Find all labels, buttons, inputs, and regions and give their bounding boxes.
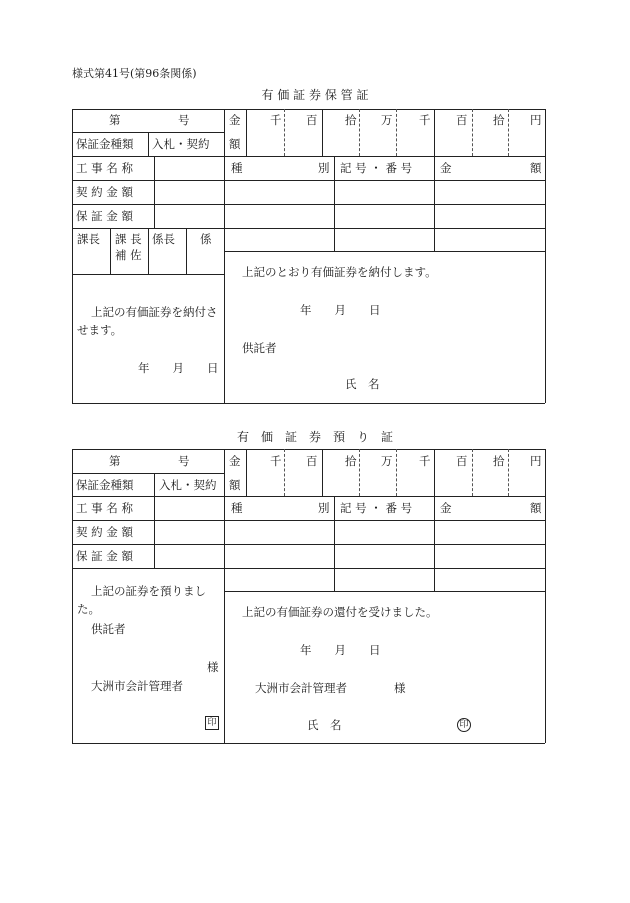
form2-digit: 百 <box>456 454 468 468</box>
form2-left-text: 上記の証券を預りまし <box>91 584 206 598</box>
form1-digit: 百 <box>306 113 318 127</box>
form1-left-date: 年 月 日 <box>138 361 219 375</box>
form1-divider <box>322 109 323 156</box>
form2-digit: 千 <box>419 454 431 468</box>
form2-line <box>72 544 545 545</box>
form2-divider <box>434 496 435 591</box>
form1-col-shu: 種 <box>231 161 243 175</box>
form1-line <box>72 228 545 229</box>
form2-border-right <box>545 449 546 743</box>
form1-digit: 万 <box>381 113 393 127</box>
seal-round-icon: 印 <box>457 718 471 732</box>
form2-digit: 円 <box>530 454 542 468</box>
form1-divider <box>434 109 435 156</box>
form1-divider <box>154 156 155 228</box>
form2-digit-sep <box>396 449 397 496</box>
form2-digit: 万 <box>381 454 393 468</box>
form1-divider <box>334 156 335 251</box>
form2-digit-sep <box>508 449 509 496</box>
form2-title: 有 価 証 券 預 り 証 <box>236 430 394 444</box>
form1-line <box>72 204 545 205</box>
form2-kin: 金 <box>229 454 241 468</box>
form1-digit-sep <box>508 109 509 156</box>
form2-divider <box>322 449 323 496</box>
form1-hoshokin-shurui: 保証金種類 <box>76 137 134 151</box>
form1-right-date: 年 月 日 <box>300 303 381 317</box>
form2-digit: 百 <box>306 454 318 468</box>
form2-digit-sep <box>284 449 285 496</box>
form1-approver-kacho-hosa: 補 佐 <box>115 248 142 262</box>
form2-hoshokin-shurui: 保証金種類 <box>76 478 134 492</box>
form2-line <box>224 591 545 592</box>
form-number: 様式第41号(第96条関係) <box>72 67 197 80</box>
form2-col-betsu: 別 <box>318 501 330 515</box>
form2-shimei: 氏 名 <box>307 718 342 732</box>
form2-divider <box>224 449 225 743</box>
form2-right-kanrisha: 大洲市会計管理者 <box>255 681 347 695</box>
form1-approver-kacho: 課長 <box>77 232 100 246</box>
form1-go: 号 <box>178 113 190 127</box>
form2-right-date: 年 月 日 <box>300 643 381 657</box>
form1-right-text: 上記のとおり有価証券を納付します。 <box>242 265 437 279</box>
form1-kin: 金 <box>229 113 241 127</box>
form2-col-kigo-bango: 記 号 ・ 番 号 <box>340 501 413 515</box>
form1-gaku: 額 <box>229 137 241 151</box>
form2-divider <box>246 449 247 496</box>
form1-divider <box>110 228 111 274</box>
form2-kyotakusha: 供託者 <box>91 622 126 636</box>
form2-kanrisha: 大洲市会計管理者 <box>91 679 183 693</box>
form2-nyusatsu-keiyaku: 入札・契約 <box>159 478 217 492</box>
form1-digit: 拾 <box>345 113 357 127</box>
form1-kyotakusha: 供託者 <box>242 341 277 355</box>
form1-title: 有 価 証 券 保 管 証 <box>261 88 369 102</box>
form2-line <box>72 496 545 497</box>
form1-divider <box>148 132 149 156</box>
form2-divider <box>154 473 155 568</box>
form2-hosho-kingaku: 保 証 金 額 <box>76 549 133 563</box>
form2-right-text: 上記の有価証券の還付を受けました。 <box>242 605 438 619</box>
form1-digit-sep <box>472 109 473 156</box>
form1-approver-kakaricho: 係長 <box>152 232 175 246</box>
form2-gaku: 額 <box>229 478 241 492</box>
form1-digit: 円 <box>530 113 542 127</box>
form1-divider <box>434 156 435 251</box>
form1-col-kigo-bango: 記 号 ・ 番 号 <box>340 161 413 175</box>
form2-border-top <box>72 449 545 450</box>
form2-line <box>72 568 545 569</box>
form1-border-bottom <box>72 403 545 404</box>
seal-square-icon: 印 <box>205 716 219 730</box>
form1-digit: 拾 <box>493 113 505 127</box>
form1-keiyaku-kingaku: 契 約 金 額 <box>76 185 133 199</box>
form1-border-right <box>545 109 546 403</box>
form2-divider <box>334 496 335 591</box>
form1-line <box>72 156 545 157</box>
form2-border-left <box>72 449 73 743</box>
form2-digit: 千 <box>270 454 282 468</box>
form1-left-text: 上記の有価証券を納付さ <box>91 305 218 319</box>
form1-line <box>72 180 545 181</box>
form2-digit: 拾 <box>493 454 505 468</box>
form1-divider <box>224 109 225 403</box>
form1-digit-sep <box>359 109 360 156</box>
form1-border-top <box>72 109 545 110</box>
form1-divider <box>148 228 149 274</box>
form2-col-kin: 金 <box>440 501 452 515</box>
form1-approver-kacho-hosa: 課 長 <box>115 232 142 246</box>
form1-dai: 第 <box>109 113 121 127</box>
form2-go: 号 <box>178 454 190 468</box>
form1-approver-kakari: 係 <box>200 232 212 246</box>
form2-border-bottom <box>72 743 545 744</box>
form2-koji-meisho: 工 事 名 称 <box>76 501 133 515</box>
form2-keiyaku-kingaku: 契 約 金 額 <box>76 525 133 539</box>
form1-divider <box>246 109 247 156</box>
form1-hosho-kingaku: 保 証 金 額 <box>76 209 133 223</box>
form1-koji-meisho: 工 事 名 称 <box>76 161 133 175</box>
form1-col-kin: 金 <box>440 161 452 175</box>
form1-shimei: 氏 名 <box>345 377 380 391</box>
form1-border-left <box>72 109 73 403</box>
form1-line <box>72 274 224 275</box>
form1-nyusatsu-keiyaku: 入札・契約 <box>152 137 210 151</box>
form1-digit-sep <box>284 109 285 156</box>
form1-line <box>224 251 545 252</box>
form1-digit: 千 <box>270 113 282 127</box>
form2-dai: 第 <box>109 454 121 468</box>
form1-digit: 百 <box>456 113 468 127</box>
form2-sama: 様 <box>207 660 219 674</box>
form2-left-text: た。 <box>77 602 100 616</box>
form1-digit: 千 <box>419 113 431 127</box>
form2-line <box>72 473 224 474</box>
form2-digit: 拾 <box>345 454 357 468</box>
form1-left-text: せます。 <box>77 323 123 337</box>
form1-divider <box>186 228 187 274</box>
form1-digit-sep <box>396 109 397 156</box>
form2-digit-sep <box>359 449 360 496</box>
form2-col-gaku: 額 <box>530 501 542 515</box>
form2-col-shu: 種 <box>231 501 243 515</box>
form1-col-gaku: 額 <box>530 161 542 175</box>
form1-col-betsu: 別 <box>318 161 330 175</box>
form2-right-sama: 様 <box>394 681 406 695</box>
form2-digit-sep <box>472 449 473 496</box>
form2-line <box>72 520 545 521</box>
form2-divider <box>434 449 435 496</box>
